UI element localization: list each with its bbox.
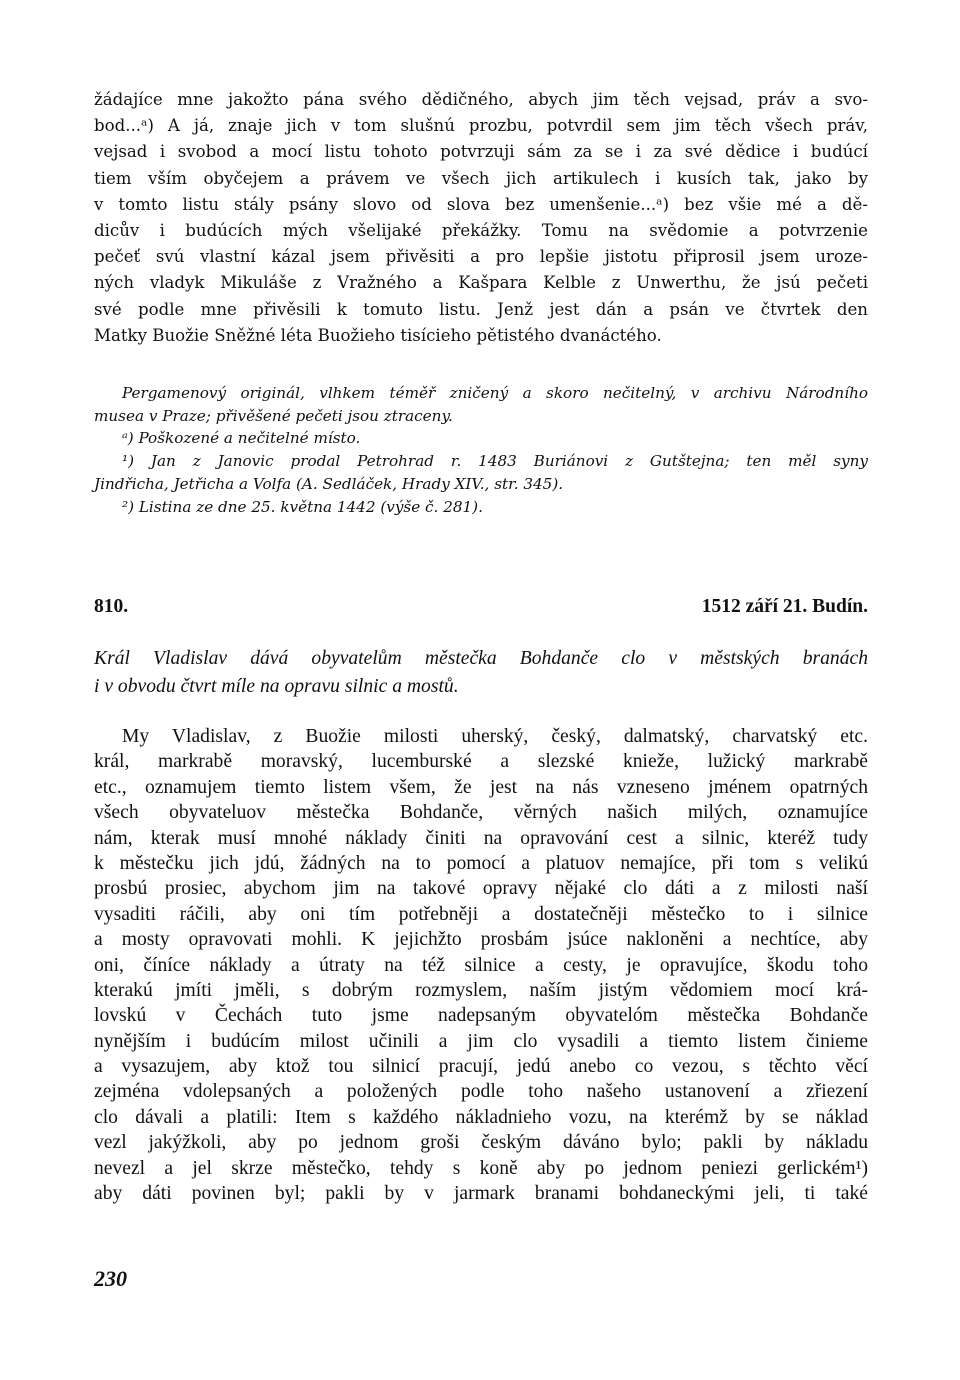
text-line: v tomto listu stály psány slovo od slova bez umenšenie...ᵃ) bez všie mé a dě- [94,194,868,214]
text-line: pečeť svú vlastní kázal jsem přivěsiti a pro lepšie jistotu připrosil jsem uroze- [94,247,868,267]
body-line: vezl jakýžkoli, aby po jednom groši českým dáváno bylo; pakli by nákladu [94,1132,868,1154]
note-line: ¹) Jan z Janovic prodal Petrohrad r. 1483 Buriánovi z Gutštejna; ten měl syny [122,452,868,471]
body-line: kterakú jmíti jměli, s dobrým rozmyslem, naším jistým vědomiem mocí krá- [94,979,868,1001]
document-header [94,596,868,626]
body-line: k městečku jich jdú, žádných na to pomocí a platuov nemajíce, při tom s velikú [94,852,868,874]
body-line: král, markrabě moravský, lucemburské a slezské knieže, lužický markrabě [94,751,868,773]
continued-paragraph [94,90,868,352]
text-line: vejsad i svobod a mocí listu tohoto potvrzuji sám za se i za své dědice i budúcí [94,142,868,162]
body-line: lovskú v Čechách tuto jsme nadepsaným obyvatelóm městečka Bohdanče [94,1005,868,1027]
text-line: žádajíce mne jakožto pána svého dědičného, abych jim těch vejsad, práv a svo- [94,90,868,109]
body-line: oni, číníce náklady a útraty na též silnice a cesty, je opravujíce, škodu toho [94,954,868,976]
body-line: clo dávali a platili: Item s každého nákladnieho vozu, na kterémž by se náklad [94,1106,868,1128]
document-number: 810. [94,596,129,617]
note-line: Jindřicha, Jetřicha a Volfa (A. Sedláček, Hrady XIV., str. 345). [94,475,564,494]
body-line: nynějším i budúcím milost učinili a jim clo vysadili a tiemto listem činieme [94,1030,868,1052]
body-line: vysaditi ráčili, aby oni tím potřebněji a dostatečněji městečko to i silnice [94,903,868,925]
body-line: a vysazujem, aby ktož tou silnicí pracují, jedú anebo co vezou, s těchto věcí [94,1056,868,1078]
note-line: Pergamenový originál, vlhkem téměř zničený a skoro nečitelný, v archivu Národního [122,383,868,402]
text-line: tiem vším obyčejem a právem ve všech jich artikulech i kusích tak, jako by [94,168,868,188]
body-line: zejména vdolepsaných a položených podle toho našeho ustanovení a zřiezení [94,1081,868,1103]
regest-line: Král Vladislav dává obyvatelům městečka Bohdanče clo v městských branách [94,648,868,669]
top-text-block [94,90,868,519]
body-line: všech obyvateluov městečka Bohdanče, věrných našich milých, oznamujíce [94,802,868,824]
text-line: své podle mne přivěsili k tomuto listu. Jenž jest dán a psán ve čtvrtek den [94,299,868,319]
footnotes [94,382,868,519]
note-line: ᵃ) Poškozené a nečitelné místo. [122,429,361,448]
body-line: My Vladislav, z Buožie milosti uherský, český, dalmatský, charvatský etc. [122,726,868,747]
text-line: Matky Buožie Sněžné léta Buožieho tisícieho pětistého dvanáctého. [94,325,662,345]
document-date-place: 1512 září 21. Budín. [701,596,868,617]
text-line: ných vladyk Mikuláše z Vražného a Kašpara Kelble z Unwerthu, že jsú pečeti [94,273,868,293]
regest-line: i v obvodu čtvrt míle na opravu silnic a mostů. [94,675,459,697]
body-line: prosbú prosiec, abychom jim na takové opravy nějaké clo dáti a z milosti naší [94,878,868,900]
body-line: aby dáti povinen byl; pakli by v jarmark branami bohdaneckými jeli, ti také [94,1183,868,1205]
regest [94,645,868,700]
text-line: dicův i budúcích mých všelijaké překážky. Tomu na svědomie a potvrzenie [94,220,868,240]
body-line: nevezl a jel skrze městečko, tehdy s koně aby po jednom peniezi gerlickém¹) [94,1157,868,1179]
document-body [94,724,868,1206]
body-line: a mosty opravovati mohli. K jejichžto prosbám jsúce nakloněni a nechtíce, aby [94,929,868,951]
page-number: 230 [94,1266,127,1291]
text-line: bod...ᵃ) A já, znaje jich v tom slušnú prozbu, potvrdil sem jim těch všech práv, [94,116,868,136]
body-line: etc., oznamujem tiemto listem všem, že jest na nás vzneseno jménem opatrných [94,776,868,798]
body-line: nám, kterak musí mnohé náklady činiti na opravování cest a silnic, kteréž tudy [94,827,868,849]
note-line: ²) Listina ze dne 25. května 1442 (výše č. 281). [122,497,483,516]
note-line: musea v Praze; přivěšené pečeti jsou ztraceny. [94,406,453,425]
